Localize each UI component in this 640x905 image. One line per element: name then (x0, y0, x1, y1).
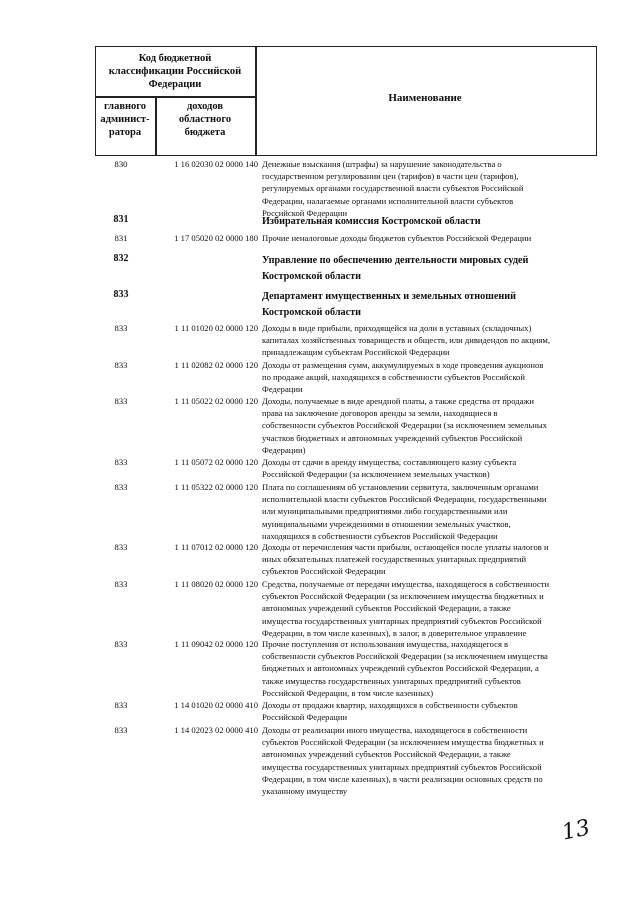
description (262, 214, 622, 230)
header-code-group: Код бюджетной классификации Российской Федерации (108, 53, 242, 90)
admin-code: 832 (113, 253, 129, 264)
description (262, 638, 622, 699)
description-line: Избирательная комиссия Костромской области (262, 216, 481, 227)
income-code: 1 16 02030 02 0000 140 (174, 159, 258, 169)
description-line: Российской Федерации (262, 712, 348, 723)
admin-code: 833 (114, 457, 128, 467)
description (262, 289, 622, 321)
description-line: капиталах хозяйственных товариществ и обществ, или дивидендов по акциям, (262, 335, 550, 346)
description-line: Доходы в виде прибыли, приходящейся на доли в уставных (складочных) (262, 323, 532, 333)
admin-code: 833 (114, 323, 128, 333)
description-line: Департамент имущественных и земельных отношений (262, 291, 517, 302)
description-line: Федерации, в том числе казенных), в части реализации основных средств по (262, 773, 543, 784)
income-code: 1 14 01020 02 0000 410 (174, 700, 258, 710)
description-line: также имущества государственных унитарных предприятий субъектов (262, 675, 521, 686)
description-line: автономных учреждений субъектов Российской Федерации, а также (262, 749, 511, 760)
description-line: Костромской области (262, 307, 362, 318)
description-line: принадлежащим субъектам Российской Федерации (262, 347, 450, 358)
description-line: Доходы, получаемые в виде арендной платы, а также средства от продажи (262, 396, 534, 406)
description-line: Доходы от сдачи в аренду имущества, составляющего казну субъекта (262, 457, 517, 467)
header-income: доходов областного бюджета (178, 101, 232, 138)
income-code: 1 17 05020 02 0000 180 (174, 233, 258, 243)
admin-code: 831 (114, 233, 128, 243)
admin-code: 833 (114, 482, 128, 492)
description-line: Доходы от размещения сумм, аккумулируемых в ходе проведения аукционов (262, 360, 544, 370)
description-line: Федерации, налагаемые органами исполнительной власти субъектов (262, 195, 514, 206)
description-line: по продаже акций, находящихся в собственности субъектов Российской (262, 372, 525, 383)
description-line: регулируемых органами государственной власти субъектов Российской (262, 183, 524, 194)
description-line: Прочие неналоговые доходы бюджетов субъектов Российской Федерации (262, 233, 532, 243)
description (262, 456, 622, 480)
description-line: собственности субъектов Российской Федерации (за исключением имущества (262, 651, 548, 662)
description-line: Доходы от продажи квартир, находящихся в собственности субъектов (262, 700, 518, 710)
description-line: Костромской области (262, 271, 362, 282)
description-line: Плата по соглашениям об установлении сервитута, заключенным органами (262, 482, 539, 492)
admin-code: 833 (114, 579, 128, 589)
description (262, 232, 622, 244)
income-code: 1 14 02023 02 0000 410 (174, 725, 258, 735)
admin-code: 833 (114, 396, 128, 406)
description-line: Доходы от реализации иного имущества, находящегося в собственности (262, 725, 528, 735)
description-line: муниципальными учреждениями в отношении земельных участков, (262, 518, 511, 529)
income-code: 1 11 05022 02 0000 120 (174, 396, 258, 406)
header-admin: главного админист- ратора (100, 101, 150, 138)
income-code: 1 11 02082 02 0000 120 (174, 360, 258, 370)
description-line: собственности субъектов Российской Федерации (за исключением земельных (262, 420, 547, 431)
description-line: Российской Федерации (262, 207, 348, 218)
description (262, 395, 622, 456)
description (262, 322, 622, 359)
admin-code: 833 (114, 700, 128, 710)
description-line: Доходы от перечисления части прибыли, остающейся после уплаты налогов и (262, 542, 549, 552)
income-code: 1 11 01020 02 0000 120 (174, 323, 258, 333)
description-line: субъектов Российской Федерации (за исключением имущества бюджетных и (262, 591, 544, 602)
income-code: 1 11 08020 02 0000 120 (174, 579, 258, 589)
description-line: имущества государственных унитарных предприятий субъектов Российской (262, 761, 542, 772)
description-line: Средства, получаемые от передачи имущества, находящегося в собственности (262, 579, 550, 589)
income-code: 1 11 07012 02 0000 120 (174, 542, 258, 552)
admin-code: 833 (113, 289, 129, 300)
description (262, 359, 622, 396)
description (262, 253, 622, 285)
admin-code: 833 (114, 725, 128, 735)
income-code: 1 11 05072 02 0000 120 (174, 457, 258, 467)
description-line: государственном регулировании цен (тарифов) в части цен (тарифов), (262, 171, 519, 182)
description-line: Управление по обеспечению деятельности мировых судей (262, 255, 529, 266)
admin-code: 830 (114, 159, 128, 169)
income-code: 1 11 05322 02 0000 120 (174, 482, 258, 492)
description-line: бюджетных и автономных учреждений субъектов Российской Федерации, а (262, 663, 539, 674)
description-line: находящихся в собственности субъектов Российской Федерации (262, 530, 498, 541)
description-line: автономных учреждений субъектов Российской Федерации, а также (262, 603, 511, 614)
admin-code: 831 (113, 214, 129, 225)
header-name: Наименование (388, 92, 462, 104)
description-line: Федерации (262, 384, 303, 395)
description-line: субъектов Российской Федерации (262, 566, 386, 577)
description (262, 481, 622, 542)
admin-code: 833 (114, 360, 128, 370)
page-number: 13 (559, 815, 593, 846)
description (262, 699, 622, 723)
description (262, 724, 622, 797)
description-line: или муниципальными предприятиями либо государственными или (262, 506, 508, 517)
description-line: Федерации, в том числе казенных), в залог, в доверительное управление (262, 627, 527, 638)
description-line: исполнительной власти субъектов Российской Федерации, государственными (262, 494, 547, 505)
description (262, 158, 622, 219)
description-line: иных обязательных платежей государственных унитарных предприятий (262, 554, 527, 565)
description-line: участков бюджетных и автономных учреждений субъектов Российской (262, 432, 523, 443)
description-line: Денежные взыскания (штрафы) за нарушение законодательства о (262, 159, 502, 169)
admin-code: 833 (114, 639, 128, 649)
description-line: Прочие поступления от использования имущества, находящегося в (262, 639, 509, 649)
description (262, 578, 622, 639)
description (262, 541, 622, 578)
admin-code: 833 (114, 542, 128, 552)
table-header (95, 46, 595, 154)
description-line: имущества государственных унитарных предприятий субъектов Российской (262, 615, 542, 626)
description-line: Российской Федерации (за исключением земельных участков) (262, 469, 490, 480)
description-line: права на заключение договоров аренды за земли, находящиеся в (262, 408, 498, 419)
description-line: Российской Федерации, в том числе казенных) (262, 687, 434, 698)
description-line: Федерации) (262, 444, 306, 455)
description-line: указанному имуществу (262, 786, 348, 797)
description-line: субъектов Российской Федерации (за исключением имущества бюджетных и (262, 737, 544, 748)
income-code: 1 11 09042 02 0000 120 (174, 639, 258, 649)
